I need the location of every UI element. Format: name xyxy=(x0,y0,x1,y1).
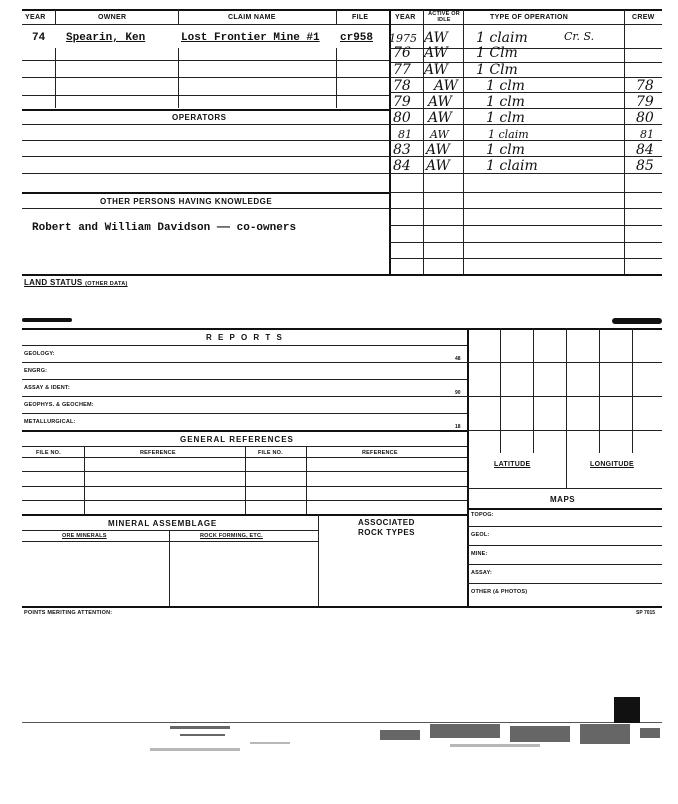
grid-col xyxy=(500,328,501,453)
op-crew-9: 85 xyxy=(636,158,654,174)
gr-reference-2: REFERENCE xyxy=(362,450,398,456)
rule xyxy=(22,124,389,125)
general-references-title: GENERAL REFERENCES xyxy=(180,435,294,444)
header-year: YEAR xyxy=(25,14,46,21)
rule xyxy=(467,508,662,510)
header-active-idle: ACTIVE OR IDLE xyxy=(428,11,460,23)
map-other: OTHER (& PHOTOS) xyxy=(471,589,528,595)
land-status-title: LAND STATUS xyxy=(24,278,83,287)
rule xyxy=(389,258,662,259)
rule xyxy=(22,60,389,61)
latitude-label: LATITUDE xyxy=(494,461,531,468)
col-divider xyxy=(318,514,319,606)
claim-name: Lost Frontier Mine #1 xyxy=(181,32,320,44)
longitude-label: LONGITUDE xyxy=(590,461,634,468)
op-crew-1: Cr. S. xyxy=(564,30,595,43)
op-type-8: 1 clm xyxy=(486,142,525,158)
map-mine: MINE: xyxy=(471,551,488,557)
map-assay: ASSAY: xyxy=(471,570,493,576)
col-divider xyxy=(336,9,337,24)
op-type-4: 1 clm xyxy=(486,78,525,94)
rule xyxy=(22,396,467,397)
op-status-2: AW xyxy=(424,45,448,61)
operators-label: OPERATORS xyxy=(172,113,227,122)
op-year-1: 1975 xyxy=(389,32,417,45)
rule xyxy=(389,208,662,209)
mineral-assemblage-title: MINERAL ASSEMBLAGE xyxy=(108,519,218,528)
reports-title: R E P O R T S xyxy=(206,333,284,342)
rule xyxy=(22,109,389,111)
land-status-label xyxy=(24,278,128,287)
op-type-7: 1 claim xyxy=(488,128,529,141)
col-divider xyxy=(178,48,179,108)
rule xyxy=(22,500,467,501)
rule xyxy=(467,488,662,489)
rule xyxy=(22,208,389,209)
owner-name: Spearin, Ken xyxy=(66,32,146,44)
op-year-6: 80 xyxy=(393,110,411,126)
op-status-1: AW xyxy=(424,30,448,46)
op-crew-5: 79 xyxy=(636,94,654,110)
grid-col xyxy=(599,328,600,453)
rule xyxy=(22,140,389,141)
op-crew-8: 84 xyxy=(636,142,654,158)
header-type-of-operation: TYPE OF OPERATION xyxy=(490,14,569,21)
gr-file-no-2: FILE NO. xyxy=(258,450,283,456)
op-crew-7: 81 xyxy=(640,128,654,141)
rule xyxy=(22,345,467,346)
scan-mark xyxy=(612,318,662,324)
report-metallurgical: METALLURGICAL: xyxy=(24,419,76,425)
col-divider xyxy=(55,48,56,108)
rule xyxy=(22,486,467,487)
header-bottom-rule xyxy=(22,24,662,25)
header-crew: CREW xyxy=(632,14,655,21)
header-file: FILE xyxy=(352,14,369,21)
op-type-2: 1 Clm xyxy=(476,45,518,61)
rule xyxy=(22,606,662,608)
rule xyxy=(467,545,662,546)
op-status-7: AW xyxy=(430,128,449,141)
report-assay-num: 90 xyxy=(455,390,461,396)
col-divider xyxy=(84,446,85,514)
rule xyxy=(22,514,467,516)
points-meriting-attention: POINTS MERITING ATTENTION: xyxy=(24,610,113,616)
rule xyxy=(467,583,662,584)
op-status-4: AW xyxy=(434,78,458,94)
rule xyxy=(389,242,662,243)
col-divider xyxy=(336,48,337,108)
report-assay: ASSAY & IDENT: xyxy=(24,385,70,391)
associated-label: ASSOCIATED xyxy=(358,518,415,527)
maps-title: MAPS xyxy=(550,495,576,504)
grid-col xyxy=(632,328,633,453)
rule xyxy=(22,95,389,96)
gr-reference-1: REFERENCE xyxy=(140,450,176,456)
rule xyxy=(22,77,389,78)
col-divider xyxy=(245,446,246,514)
report-geology-num: 48 xyxy=(455,356,461,362)
knowledge-text: Robert and William Davidson —— co-owners xyxy=(32,222,297,234)
rule xyxy=(389,192,662,193)
op-year-9: 84 xyxy=(393,158,411,174)
rule xyxy=(389,225,662,226)
op-type-1: 1 claim xyxy=(476,30,528,46)
report-metallurgical-num: 18 xyxy=(455,424,461,430)
rock-types-label: ROCK TYPES xyxy=(358,528,416,537)
op-status-5: AW xyxy=(428,94,452,110)
rule xyxy=(22,274,662,276)
rule xyxy=(22,173,389,174)
rule xyxy=(22,471,467,472)
rule xyxy=(467,362,662,363)
rule xyxy=(22,192,389,194)
gr-file-no-1: FILE NO. xyxy=(36,450,61,456)
rule xyxy=(22,379,467,380)
op-type-9: 1 claim xyxy=(486,158,538,174)
op-type-6: 1 clm xyxy=(486,110,525,126)
op-crew-4: 78 xyxy=(636,78,654,94)
op-year-7: 81 xyxy=(398,128,412,141)
rule xyxy=(22,413,467,414)
knowledge-label: OTHER PERSONS HAVING KNOWLEDGE xyxy=(100,197,273,206)
file-number: cr958 xyxy=(340,32,374,44)
rule xyxy=(389,92,662,93)
map-geol: GEOL: xyxy=(471,532,490,538)
form-code: SP 7015 xyxy=(636,610,656,616)
op-status-9: AW xyxy=(426,158,450,174)
scan-noise xyxy=(150,720,670,770)
rule xyxy=(467,526,662,527)
op-status-6: AW xyxy=(428,110,452,126)
op-status-8: AW xyxy=(426,142,450,158)
col-divider xyxy=(178,9,179,24)
op-year-8: 83 xyxy=(393,142,411,158)
rule xyxy=(22,530,318,531)
report-geology: GEOLOGY: xyxy=(24,351,55,357)
rule xyxy=(22,541,318,542)
map-topog: TOPOG: xyxy=(471,512,494,518)
header-claim-name: CLAIM NAME xyxy=(228,14,276,21)
header-owner: OWNER xyxy=(98,14,127,21)
op-crew-6: 80 xyxy=(636,110,654,126)
report-engrg: ENGRG: xyxy=(24,368,48,374)
op-type-5: 1 clm xyxy=(486,94,525,110)
op-year-4: 78 xyxy=(393,78,411,94)
op-year-5: 79 xyxy=(393,94,411,110)
scan-mark xyxy=(22,318,72,322)
grid-col xyxy=(566,328,567,488)
col-divider xyxy=(306,446,307,514)
top-border xyxy=(22,9,662,11)
rock-forming-label: ROCK FORMING, ETC. xyxy=(200,533,263,539)
grid-col xyxy=(533,328,534,453)
rule xyxy=(22,430,467,432)
rule xyxy=(467,564,662,565)
ore-minerals-label: ORE MINERALS xyxy=(62,533,107,539)
land-status-subtitle: (OTHER DATA) xyxy=(85,281,128,287)
op-year-2: 76 xyxy=(393,45,411,61)
op-type-3: 1 Clm xyxy=(476,62,518,78)
header-year-2: YEAR xyxy=(395,14,416,21)
rule xyxy=(22,362,467,363)
op-year-3: 77 xyxy=(393,62,411,78)
rule xyxy=(22,156,389,157)
report-geophys: GEOPHYS. & GEOCHEM: xyxy=(24,402,94,408)
op-status-3: AW xyxy=(424,62,448,78)
rule xyxy=(467,396,662,397)
owner-year: 74 xyxy=(32,32,46,44)
col-divider xyxy=(55,9,56,24)
rule xyxy=(467,430,662,431)
